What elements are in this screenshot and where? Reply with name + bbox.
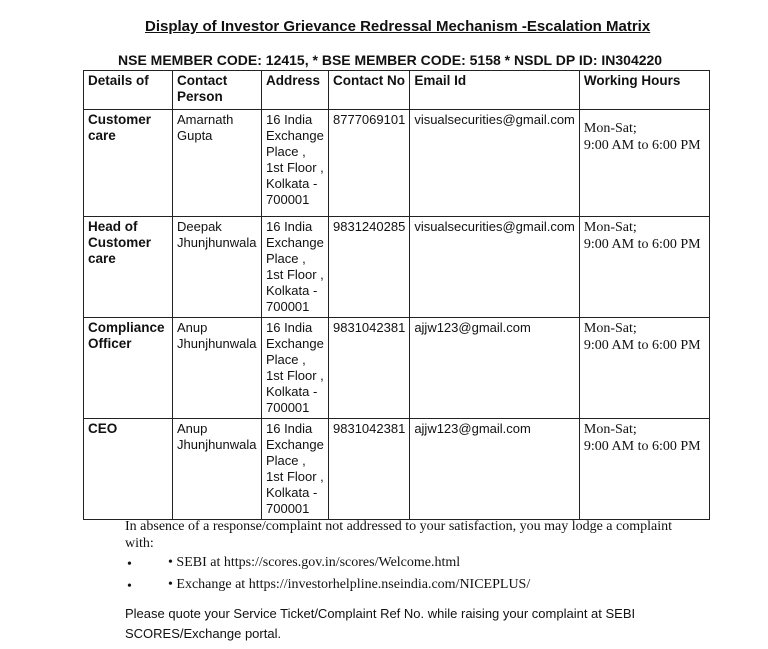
working-hours-cell	[579, 110, 709, 217]
sebi-link[interactable]: • SEBI at https://scores.gov.in/scores/Welcome.html	[168, 555, 461, 570]
header-contact-no: Contact No	[329, 71, 410, 110]
working-hours-cell	[579, 217, 709, 318]
email-cell: ajjw123@gmail.com	[410, 419, 580, 520]
contact-person-cell: Anup Jhunjhunwala	[173, 318, 262, 419]
contact-person-cell: Amarnath Gupta	[173, 110, 262, 217]
address-cell: 16 India Exchange Place , 1st Floor , Kolkata - 700001	[262, 110, 329, 217]
quote-instruction: Please quote your Service Ticket/Complaint Ref No. while raising your complaint at SEBI SCORES/Exchange portal.	[125, 606, 636, 641]
hours-line: 9:00 AM to 6:00 PM	[583, 237, 701, 252]
hours-line: 9:00 AM to 6:00 PM	[583, 338, 701, 353]
header-email: Email Id	[410, 71, 580, 110]
exchange-link[interactable]: • Exchange at https://investorhelpline.nseindia.com/NICEPLUS/	[168, 577, 531, 592]
role-cell: Head of Customer care	[84, 217, 173, 318]
role-cell: Compliance Officer	[84, 318, 173, 419]
document-title: Display of Investor Grievance Redressal Mechanism -Escalation Matrix	[145, 18, 651, 35]
working-hours-cell	[579, 419, 709, 520]
bullet: •	[127, 579, 132, 594]
hours-line: Mon-Sat;	[583, 422, 637, 437]
hours-line: 9:00 AM to 6:00 PM	[583, 138, 701, 153]
table-header-row	[84, 71, 710, 110]
role-cell: CEO	[84, 419, 173, 520]
hours-line: Mon-Sat;	[583, 321, 637, 336]
header-working-hours: Working Hours	[579, 71, 709, 110]
contact-no-cell: 9831042381	[329, 419, 410, 520]
contact-no-cell: 9831240285	[329, 217, 410, 318]
working-hours-cell	[579, 318, 709, 419]
header-contact-person: Contact Person	[173, 71, 262, 110]
contact-no-cell: 9831042381	[329, 318, 410, 419]
role-cell: Customer care	[84, 110, 173, 217]
table-row	[84, 217, 710, 318]
complaint-note: In absence of a response/complaint not addressed to your satisfaction, you may lodge a complaint with:	[125, 519, 673, 551]
header-address: Address	[262, 71, 329, 110]
hours-line: Mon-Sat;	[583, 121, 637, 136]
address-cell: 16 India Exchange Place , 1st Floor , Kolkata - 700001	[262, 419, 329, 520]
contact-no-cell: 8777069101	[329, 110, 410, 217]
hours-line: 9:00 AM to 6:00 PM	[583, 439, 701, 454]
bullet: •	[127, 557, 132, 572]
contact-person-cell: Deepak Jhunjhunwala	[173, 217, 262, 318]
address-cell: 16 India Exchange Place , 1st Floor , Kolkata - 700001	[262, 217, 329, 318]
email-cell: visualsecurities@gmail.com	[410, 217, 580, 318]
table-row	[84, 110, 710, 217]
address-cell: 16 India Exchange Place , 1st Floor , Kolkata - 700001	[262, 318, 329, 419]
hours-line: Mon-Sat;	[583, 220, 637, 235]
email-cell: ajjw123@gmail.com	[410, 318, 580, 419]
table-row	[84, 318, 710, 419]
email-cell: visualsecurities@gmail.com	[410, 110, 580, 217]
table-row	[84, 419, 710, 520]
contact-person-cell: Anup Jhunjhunwala	[173, 419, 262, 520]
header-details: Details of	[84, 71, 173, 110]
member-codes: NSE MEMBER CODE: 12415, * BSE MEMBER CODE: 5158 * NSDL DP ID: IN304220	[118, 52, 663, 68]
escalation-matrix-table	[83, 70, 710, 520]
